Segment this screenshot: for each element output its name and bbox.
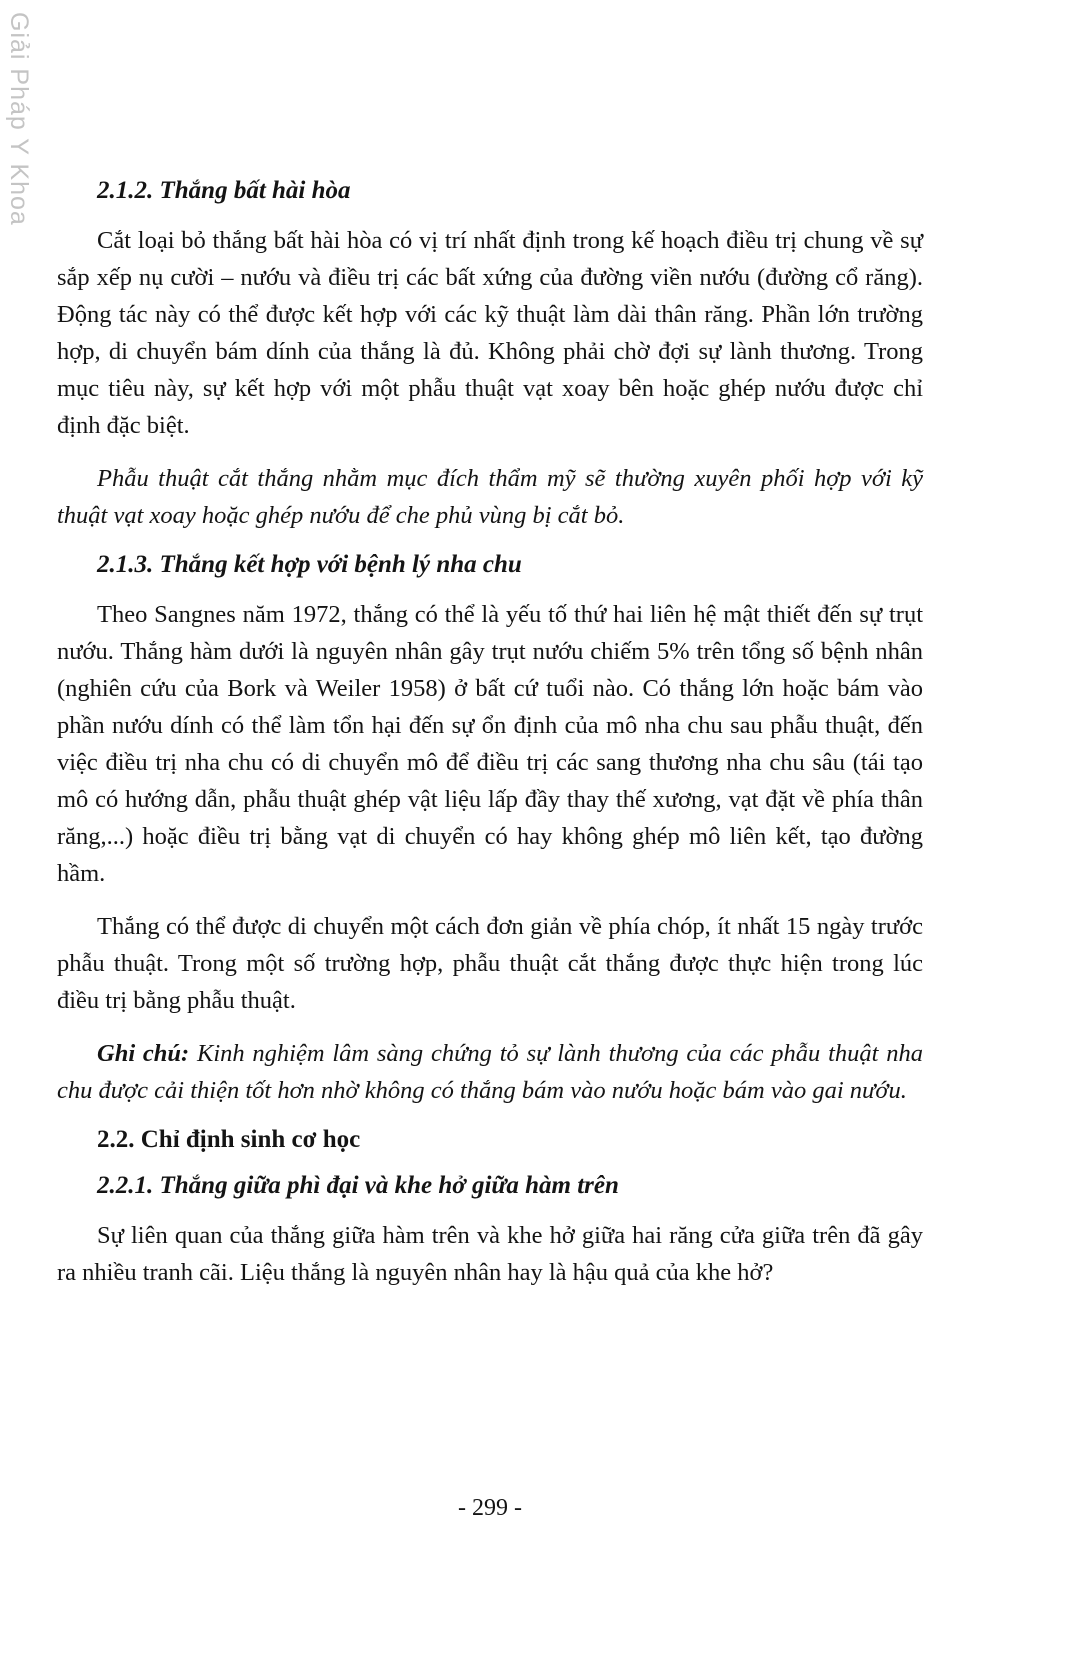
- watermark-text: Giải Pháp Y Khoa: [5, 12, 33, 226]
- section-heading-2-1-3: 2.1.3. Thắng kết hợp với bệnh lý nha chu: [97, 551, 522, 578]
- paragraph: Sự liên quan của thắng giữa hàm trên và khe hở giữa hai răng cửa giữa trên đã gây ra nhiều tranh cãi. Liệu thắng là nguyên nhân hay là hậu quả của khe hở?: [57, 1222, 923, 1286]
- paragraph: Cắt loại bỏ thắng bất hài hòa có vị trí nhất định trong kế hoạch điều trị chung về sự sắp xếp nụ cười – nướu và điều trị các bất xứng của đường viền nướu (đường cổ răng). Động tác này có thể được kết hợp với các kỹ thuật làm dài thân răng. Phần lớn trường hợp, di chuyển bám dính của thắng là đủ. Không phải chờ đợi sự lành thương. Trong mục tiêu này, sự kết hợp với một phẫu thuật vạt xoay bên hoặc ghép nướu được chỉ định đặc biệt.: [57, 227, 923, 439]
- page-body: [57, 176, 923, 1307]
- clinical-note: [57, 1035, 923, 1109]
- italic-note: Phẫu thuật cắt thắng nhằm mục đích thẩm mỹ sẽ thường xuyên phối hợp với kỹ thuật vạt xoay hoặc ghép nướu để che phủ vùng bị cắt bỏ.: [57, 465, 923, 529]
- note-text: Kinh nghiệm lâm sàng chứng tỏ sự lành thương của các phẫu thuật nha chu được cải thiện tốt hơn nhờ không có thắng bám vào nướu hoặc bám vào gai nướu.: [57, 1040, 923, 1104]
- paragraph: Theo Sangnes năm 1972, thắng có thể là yếu tố thứ hai liên hệ mật thiết đến sự trụt nướu. Thắng hàm dưới là nguyên nhân gây trụt nướu chiếm 5% trên tổng số bệnh nhân (nghiên cứu của Bork và Weiler 1958) ở bất cứ tuổi nào. Có thắng lớn hoặc bám vào phần nướu dính có thể làm tổn hại đến sự ổn định của mô nha chu sau phẫu thuật, đến việc điều trị nha chu có di chuyển mô để điều trị các sang thương nha chu sâu (tái tạo mô có hướng dẫn, phẫu thuật ghép vật liệu lấp đầy thay thế xương, vạt đặt về phía thân răng,...) hoặc điều trị bằng vạt di chuyển có hay không ghép mô liên kết, tạo đường hầm.: [57, 601, 923, 887]
- page-number: - 299 -: [458, 1495, 522, 1521]
- note-label: Ghi chú:: [97, 1040, 190, 1067]
- section-heading-2-2-1: 2.2.1. Thắng giữa phì đại và khe hở giữa hàm trên: [97, 1172, 619, 1199]
- section-heading-2-1-2: 2.1.2. Thắng bất hài hòa: [97, 177, 351, 204]
- section-heading-2-2: 2.2. Chỉ định sinh cơ học: [97, 1126, 361, 1153]
- paragraph: Thắng có thể được di chuyển một cách đơn giản về phía chóp, ít nhất 15 ngày trước phẫu thuật. Trong một số trường hợp, phẫu thuật cắt thắng được thực hiện trong lúc điều trị bằng phẫu thuật.: [57, 913, 923, 1014]
